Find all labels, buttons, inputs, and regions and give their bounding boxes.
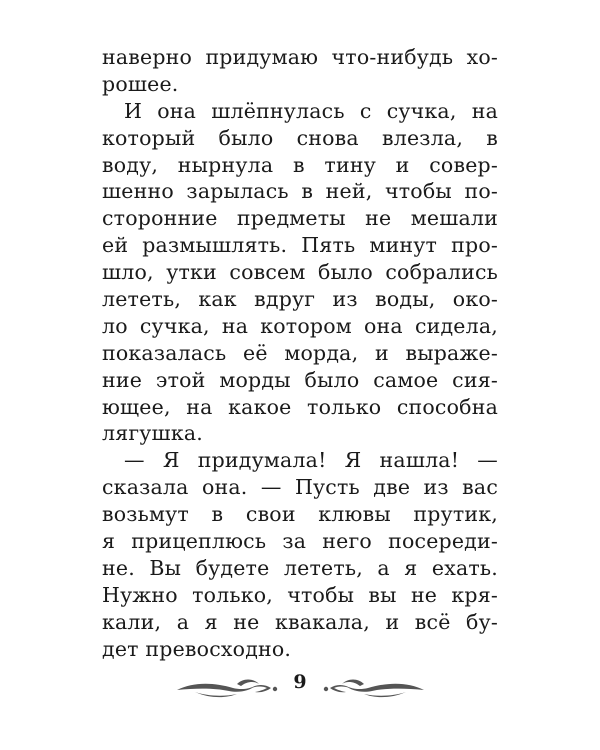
text-line: ние этой морды было самое сия- [102,367,498,392]
text-line: ей размышлять. Пять минут про- [102,233,498,258]
page-footer [0,668,600,708]
text-line: показалась её морда, и выраже- [102,340,498,365]
text-line: дет превосходно. [102,636,292,661]
text-line: не. Вы будете лететь, а я ехать. [102,555,498,580]
page-number: 9 [293,671,307,693]
page-text [102,44,498,662]
text-line: возьмут в свои клювы прутик, [102,502,498,527]
text-line: лететь, как вдруг из воды, око- [102,287,498,312]
decorative-flourish-icon [175,676,279,704]
text-line: ющее, на какое только способна [102,394,498,419]
text-line: который было снова влезла, в [102,125,498,150]
text-line: наверно придумаю что-нибудь хо- [102,45,498,69]
text-line: я прицеплюсь за него посереди- [102,529,498,554]
decorative-flourish-icon [322,676,426,704]
text-line: шло, утки совсем было собрались [102,260,498,285]
text-line: сторонние предметы не мешали [102,206,498,231]
text-line: шенно зарылась в ней, чтобы по- [102,179,498,204]
text-line: лягушка. [102,421,203,446]
text-line: воду, нырнула в тину и совер- [102,152,498,177]
text-line: Нужно только, чтобы вы не кря- [102,582,498,607]
text-line: кали, а я не квакала, и всё бу- [102,609,498,634]
text-line: рошее. [102,71,179,96]
paragraph-start-line: И она шлёпнулась с сучка, на [124,98,498,123]
text-line: сказала она. — Пусть две из вас [102,475,498,500]
text-line: ло сучка, на котором она сидела, [102,313,498,338]
paragraph-start-line: — Я придумала! Я нашла! — [124,448,498,473]
